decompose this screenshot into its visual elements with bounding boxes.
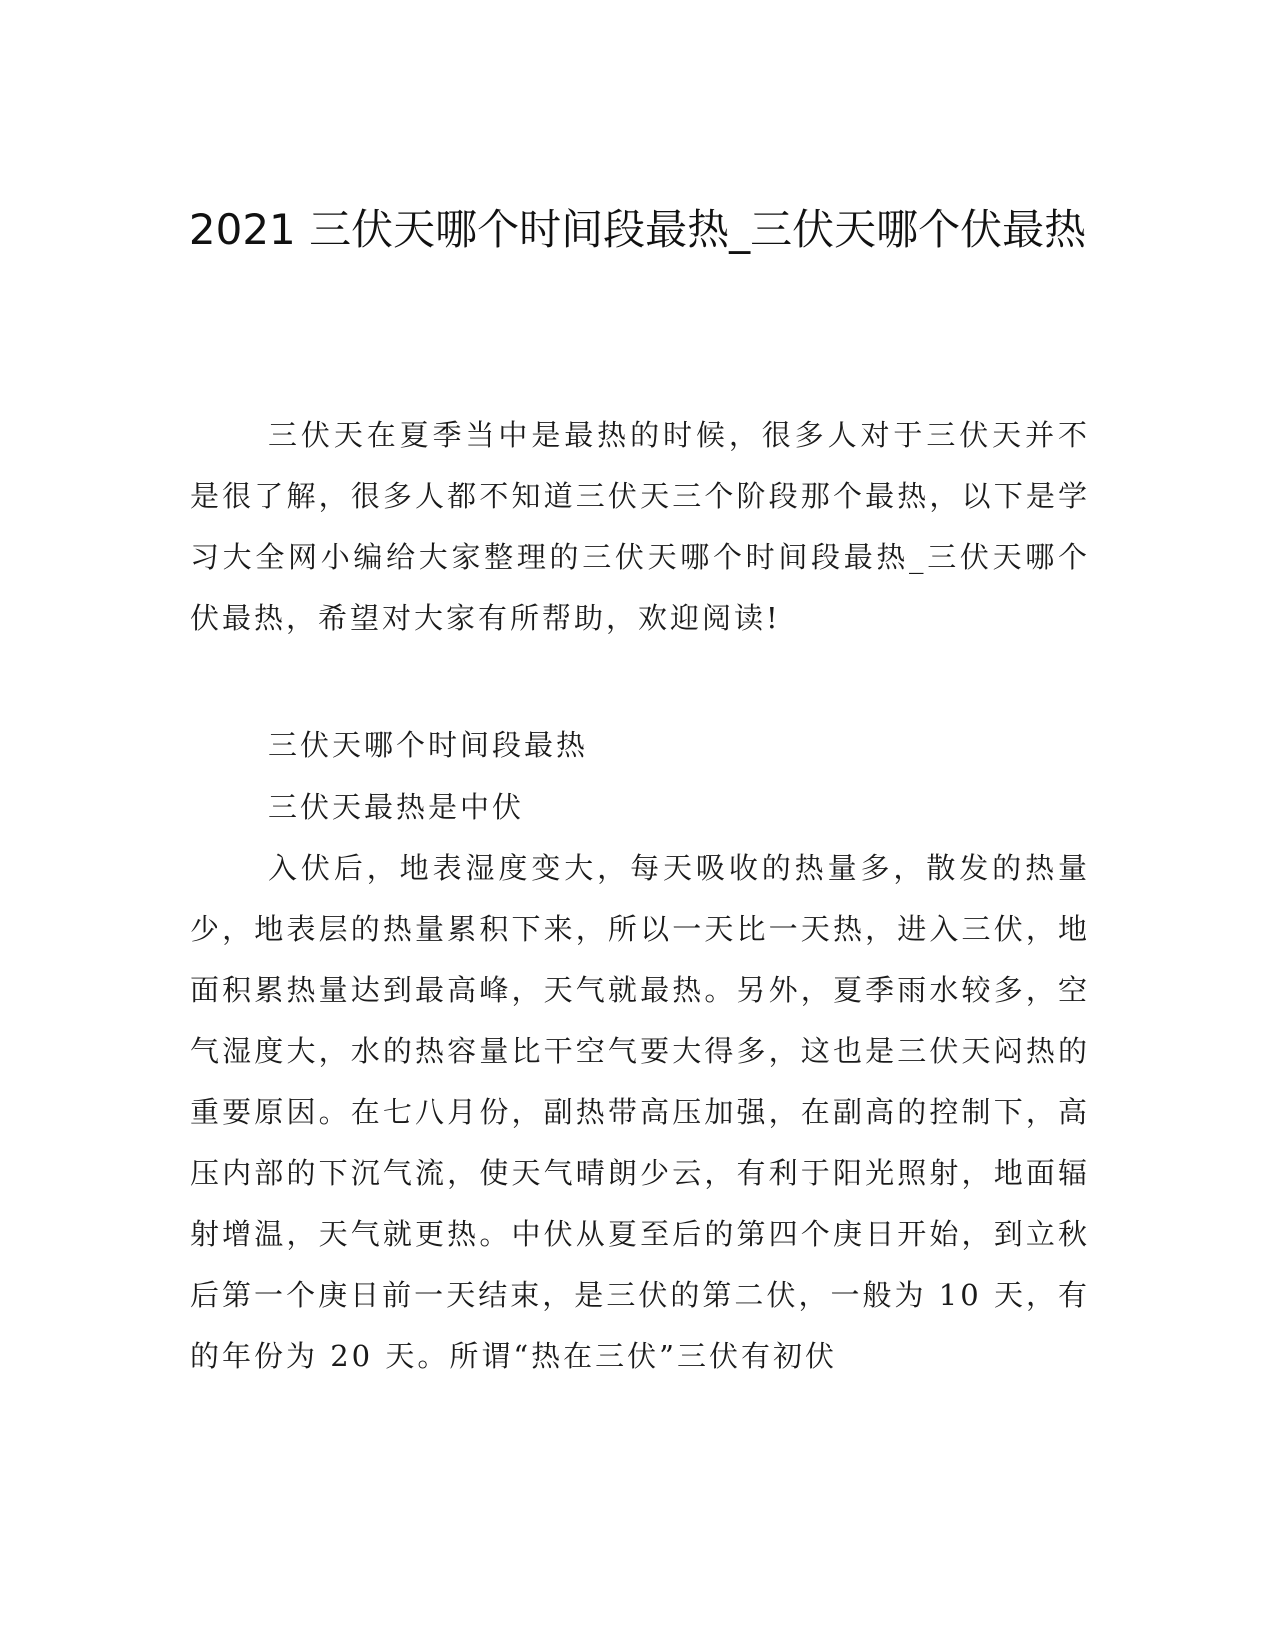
document-title: 2021 三伏天哪个时间段最热_三伏天哪个伏最热	[188, 205, 1087, 254]
body-paragraph: 入伏后，地表湿度变大，每天吸收的热量多，散发的热量少，地表层的热量累积下来，所以一天比一天热，进入三伏，地面积累热量达到最高峰，天气就最热。另外，夏季雨水较多，空气湿度大，水的热容量比干空气要大得多，这也是三伏天闷热的重要原因。在七八月份，副热带高压加强，在副高的控制下，高压内部的下沉气流，使天气晴朗少云，有利于阳光照射，地面辐射增温，天气就更热。中伏从夏至后的第四个庚日开始，到立秋后第一个庚日前一天结束，是三伏的第二伏，一般为 10 天，有的年份为 20 天。所谓“热在三伏”三伏有初伏	[190, 851, 1090, 1373]
section-heading: 三伏天哪个时间段最热	[268, 728, 589, 762]
section-subheading: 三伏天最热是中伏	[268, 790, 525, 824]
intro-paragraph: 三伏天在夏季当中是最热的时候，很多人对于三伏天并不是很了解，很多人都不知道三伏天三个阶段那个最热，以下是学习大全网小编给大家整理的三伏天哪个时间段最热_三伏天哪个伏最热，希望对大家有所帮助，欢迎阅读!	[190, 418, 1090, 635]
